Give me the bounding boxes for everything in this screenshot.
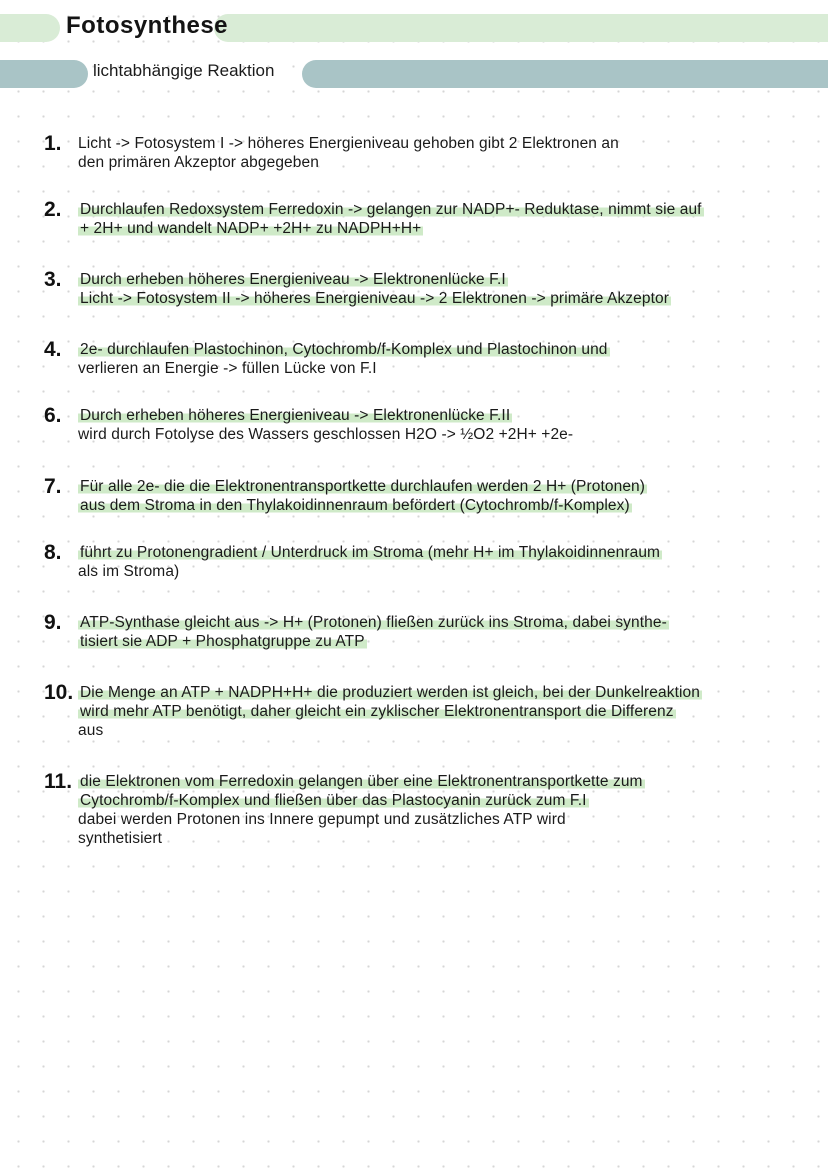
title-highlight-left	[0, 14, 60, 42]
subtitle-highlight-left	[0, 60, 88, 88]
section-subtitle: lichtabhängige Reaktion	[93, 61, 275, 80]
item-line-text: Durchlaufen Redoxsystem Ferredoxin -> gelangen zur NADP+- Reduktase, nimmt sie auf	[80, 201, 702, 218]
item-line-text: Durch erheben höheres Energieniveau -> Elektronenlücke F.I	[80, 271, 506, 288]
list-item	[44, 270, 814, 308]
item-number: 8.	[44, 541, 62, 564]
item-line: Licht -> Fotosystem I -> höheres Energieniveau gehoben gibt 2 Elektronen an	[78, 135, 619, 152]
item-line-text: Die Menge an ATP + NADPH+H+ die produziert werden ist gleich, bei der Dunkelreaktion	[80, 684, 700, 701]
subtitle-highlight-right	[302, 60, 828, 88]
item-line	[78, 702, 814, 721]
item-number: 2.	[44, 198, 62, 221]
item-line: aus	[78, 722, 104, 739]
item-line-text: Licht -> Fotosystem II -> höheres Energieniveau -> 2 Elektronen -> primäre Akzeptor	[80, 290, 669, 307]
item-number: 9.	[44, 611, 62, 634]
item-line-text: wird mehr ATP benötigt, daher gleicht ein zyklischer Elektronentransport die Differenz	[80, 703, 674, 720]
item-line: als im Stroma)	[78, 563, 180, 580]
item-line: dabei werden Protonen ins Innere gepumpt und zusätzliches ATP wird	[78, 811, 566, 828]
list-item	[44, 772, 814, 848]
item-line-text: 2e- durchlaufen Plastochinon, Cytochromb/f-Komplex und Plastochinon und	[80, 341, 608, 358]
item-line	[78, 613, 814, 632]
list-item	[44, 340, 814, 378]
list-item	[44, 200, 814, 238]
list-item	[44, 477, 814, 515]
item-line	[78, 406, 814, 425]
item-number: 6.	[44, 404, 62, 427]
item-line-text: aus dem Stroma in den Thylakoidinnenraum befördert (Cytochromb/f-Komplex)	[80, 497, 630, 514]
item-line	[78, 683, 814, 702]
item-number: 1.	[44, 132, 62, 155]
list-item	[44, 134, 814, 172]
item-line	[78, 791, 814, 810]
item-line: synthetisiert	[78, 830, 162, 847]
item-line: den primären Akzeptor abgegeben	[78, 154, 319, 171]
list-item	[44, 406, 814, 444]
item-line	[78, 289, 814, 308]
item-line-text: Durch erheben höheres Energieniveau -> Elektronenlücke F.II	[80, 407, 511, 424]
item-number: 7.	[44, 475, 62, 498]
item-line-text: die Elektronen vom Ferredoxin gelangen über eine Elektronentransportkette zum	[80, 773, 643, 790]
item-line	[78, 543, 814, 562]
title-highlight-right	[214, 14, 828, 42]
item-line-text: ATP-Synthase gleicht aus -> H+ (Protonen) fließen zurück ins Stroma, dabei synthe-	[80, 614, 667, 631]
item-number: 10.	[44, 681, 74, 704]
item-line: wird durch Fotolyse des Wassers geschlossen H2O -> ½O2 +2H+ +2e-	[78, 426, 574, 443]
item-line-text: Für alle 2e- die die Elektronentransportkette durchlaufen werden 2 H+ (Protonen)	[80, 478, 646, 495]
item-line-text: Cytochromb/f-Komplex und fließen über das Plastocyanin zurück zum F.I	[80, 792, 587, 809]
list-item	[44, 613, 814, 651]
item-line	[78, 200, 814, 219]
item-line	[78, 219, 814, 238]
item-line-text: führt zu Protonengradient / Unterdruck im Stroma (mehr H+ im Thylakoidinnenraum	[80, 544, 661, 561]
item-line	[78, 772, 814, 791]
item-number: 4.	[44, 338, 62, 361]
title-banner	[0, 12, 828, 44]
page-title: Fotosynthese	[66, 12, 229, 39]
item-line-text: tisiert sie ADP + Phosphatgruppe zu ATP	[80, 633, 365, 650]
item-line	[78, 477, 814, 496]
list-item	[44, 683, 814, 740]
item-line	[78, 632, 814, 651]
list-item	[44, 543, 814, 581]
item-line-text: + 2H+ und wandelt NADP+ +2H+ zu NADPH+H+	[80, 220, 422, 237]
item-number: 3.	[44, 268, 62, 291]
item-number: 11.	[44, 770, 73, 793]
item-line	[78, 496, 814, 515]
subtitle-banner	[0, 58, 828, 90]
item-line	[78, 340, 814, 359]
item-line: verlieren an Energie -> füllen Lücke von F.I	[78, 360, 377, 377]
item-line	[78, 270, 814, 289]
